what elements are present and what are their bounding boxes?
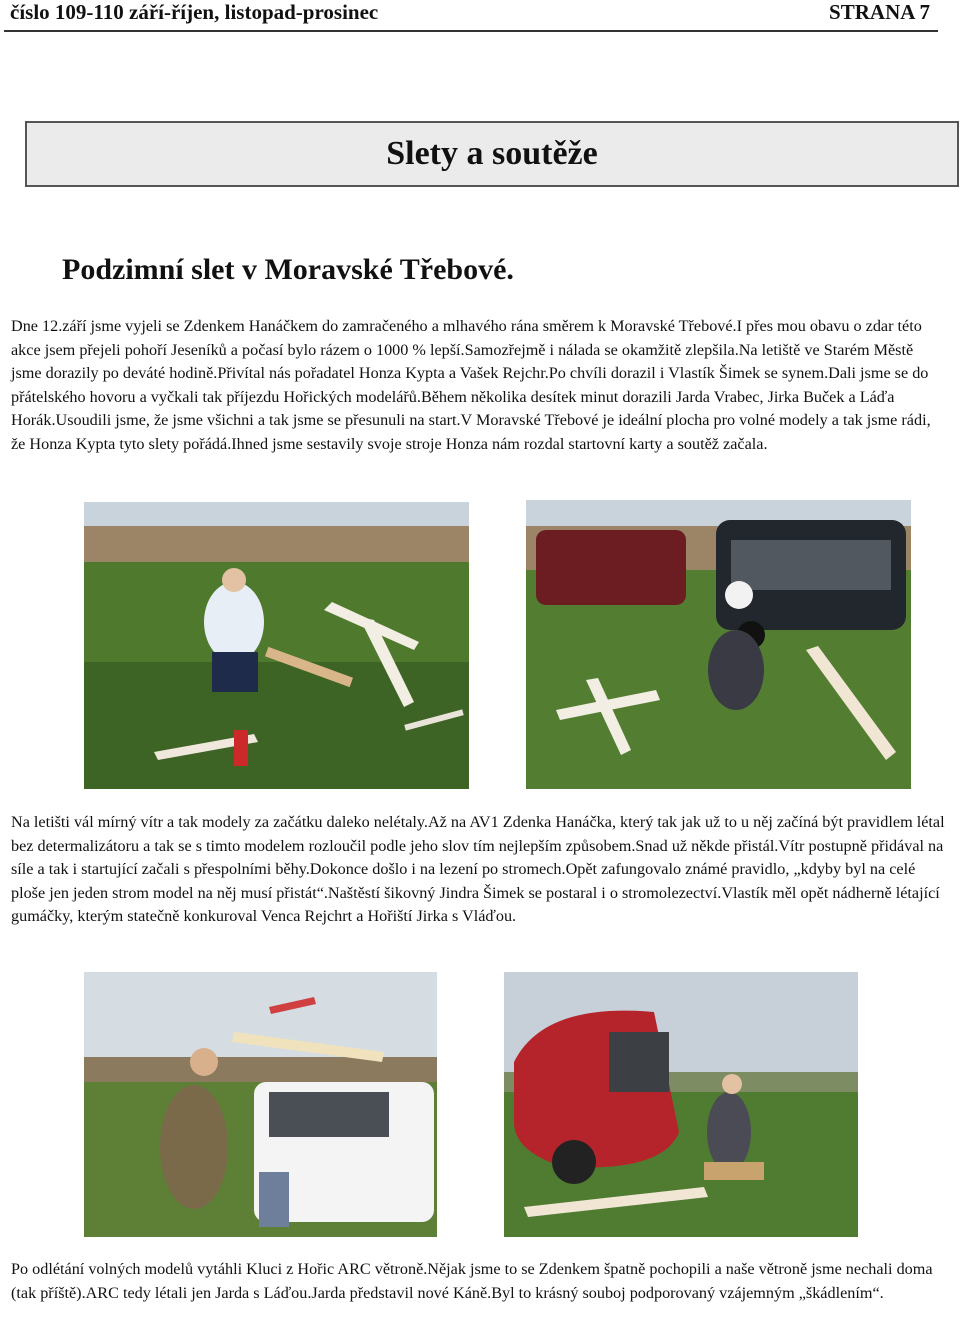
header-divider [4,30,938,32]
article-paragraph: Dne 12.září jsme vyjeli se Zdenkem Hanáčkem do zamračeného a mlhavého rána směrem k Moravské Třebové.I přes mou obavu o zdar této akce jsem přejeli pohoří Jeseníků a počasí bylo rázem o 1000 % lepší.Samozřejmě i nálada se okamžitě zlepšila.Na letiště ve Starém Městě jsme dorazily po deváté hodině.Přivítal nás pořadatel Honza Kypta a Vašek Rejchr.Po chvíli dorazil i Vlastík Šimek se synem.Dali jsme se do přátelského hovoru a vyčkali tak příjezdu Hořických modelářů.Během několika desítek minut dorazili Jarda Vrabec, Jirka Buček a Láďa Horák.Usoudili jsme, že jsme všichni a tak jsme se přesunuli na start.V Moravské Třebové je ideální plocha pro volné modely a tak jsme rádi, že Honza Kypta tyto slety pořádá.Ihned jsme sestavily svoje stroje Honza nám rozdal startovní karty a soutěž začala. [11,317,931,453]
article-paragraph: Na letišti vál mírný vítr a tak modely za začátku daleko nelétaly.Až na AV1 Zdenka Hanáčka, který tak jak už to u něj začíná být pravidlem létal bez determalizátoru a tak se s timto modelem rozloučil podle jeho slov tím nejlepším způsobem.Snad už někde přistál.Vítr postupně přidával na síle a tak i startující začali s přespolními běhy.Dokonce došlo i na lezení po stromech.Opět zafungovalo známé pravidlo, „kdyby byl na celé ploše jen jeden strom model na něj musí přistát“.Naštěstí šikovný Jindra Šimek se postaral i o stromolezectví.Vlastík měl opět nádherně létající gumáčky, kterým statečně konkuroval Venca Rejchrt a Hořiští Jirka s Vláďou. [11,813,945,926]
section-title: Slety a soutěže [386,135,598,172]
photo-man-by-car [526,500,911,789]
article-paragraph: Po odlétání volných modelů vytáhli Kluci z Hořic ARC větroně.Nějak jsme to se Zdenkem špatně pochopili a naše větroně jsme nechali doma (tak příště).ARC tedy létali jen Jarda s Láďou.Jarda představil nové Káně.Byl to krásný souboj podporovaný vzájemným „škádlením“. [11,1260,933,1302]
photo-red-car-with-models [504,972,858,1237]
issue-label: číslo 109-110 září-říjen, listopad-prosinec [10,0,379,24]
section-banner [25,121,959,187]
article-title: Podzimní slet v Moravské Třebové. [62,253,514,286]
photo-man-holding-glider [84,972,437,1237]
page-header [10,0,940,30]
page-number: STRANA 7 [829,0,930,24]
photo-man-with-gliders [84,502,469,789]
